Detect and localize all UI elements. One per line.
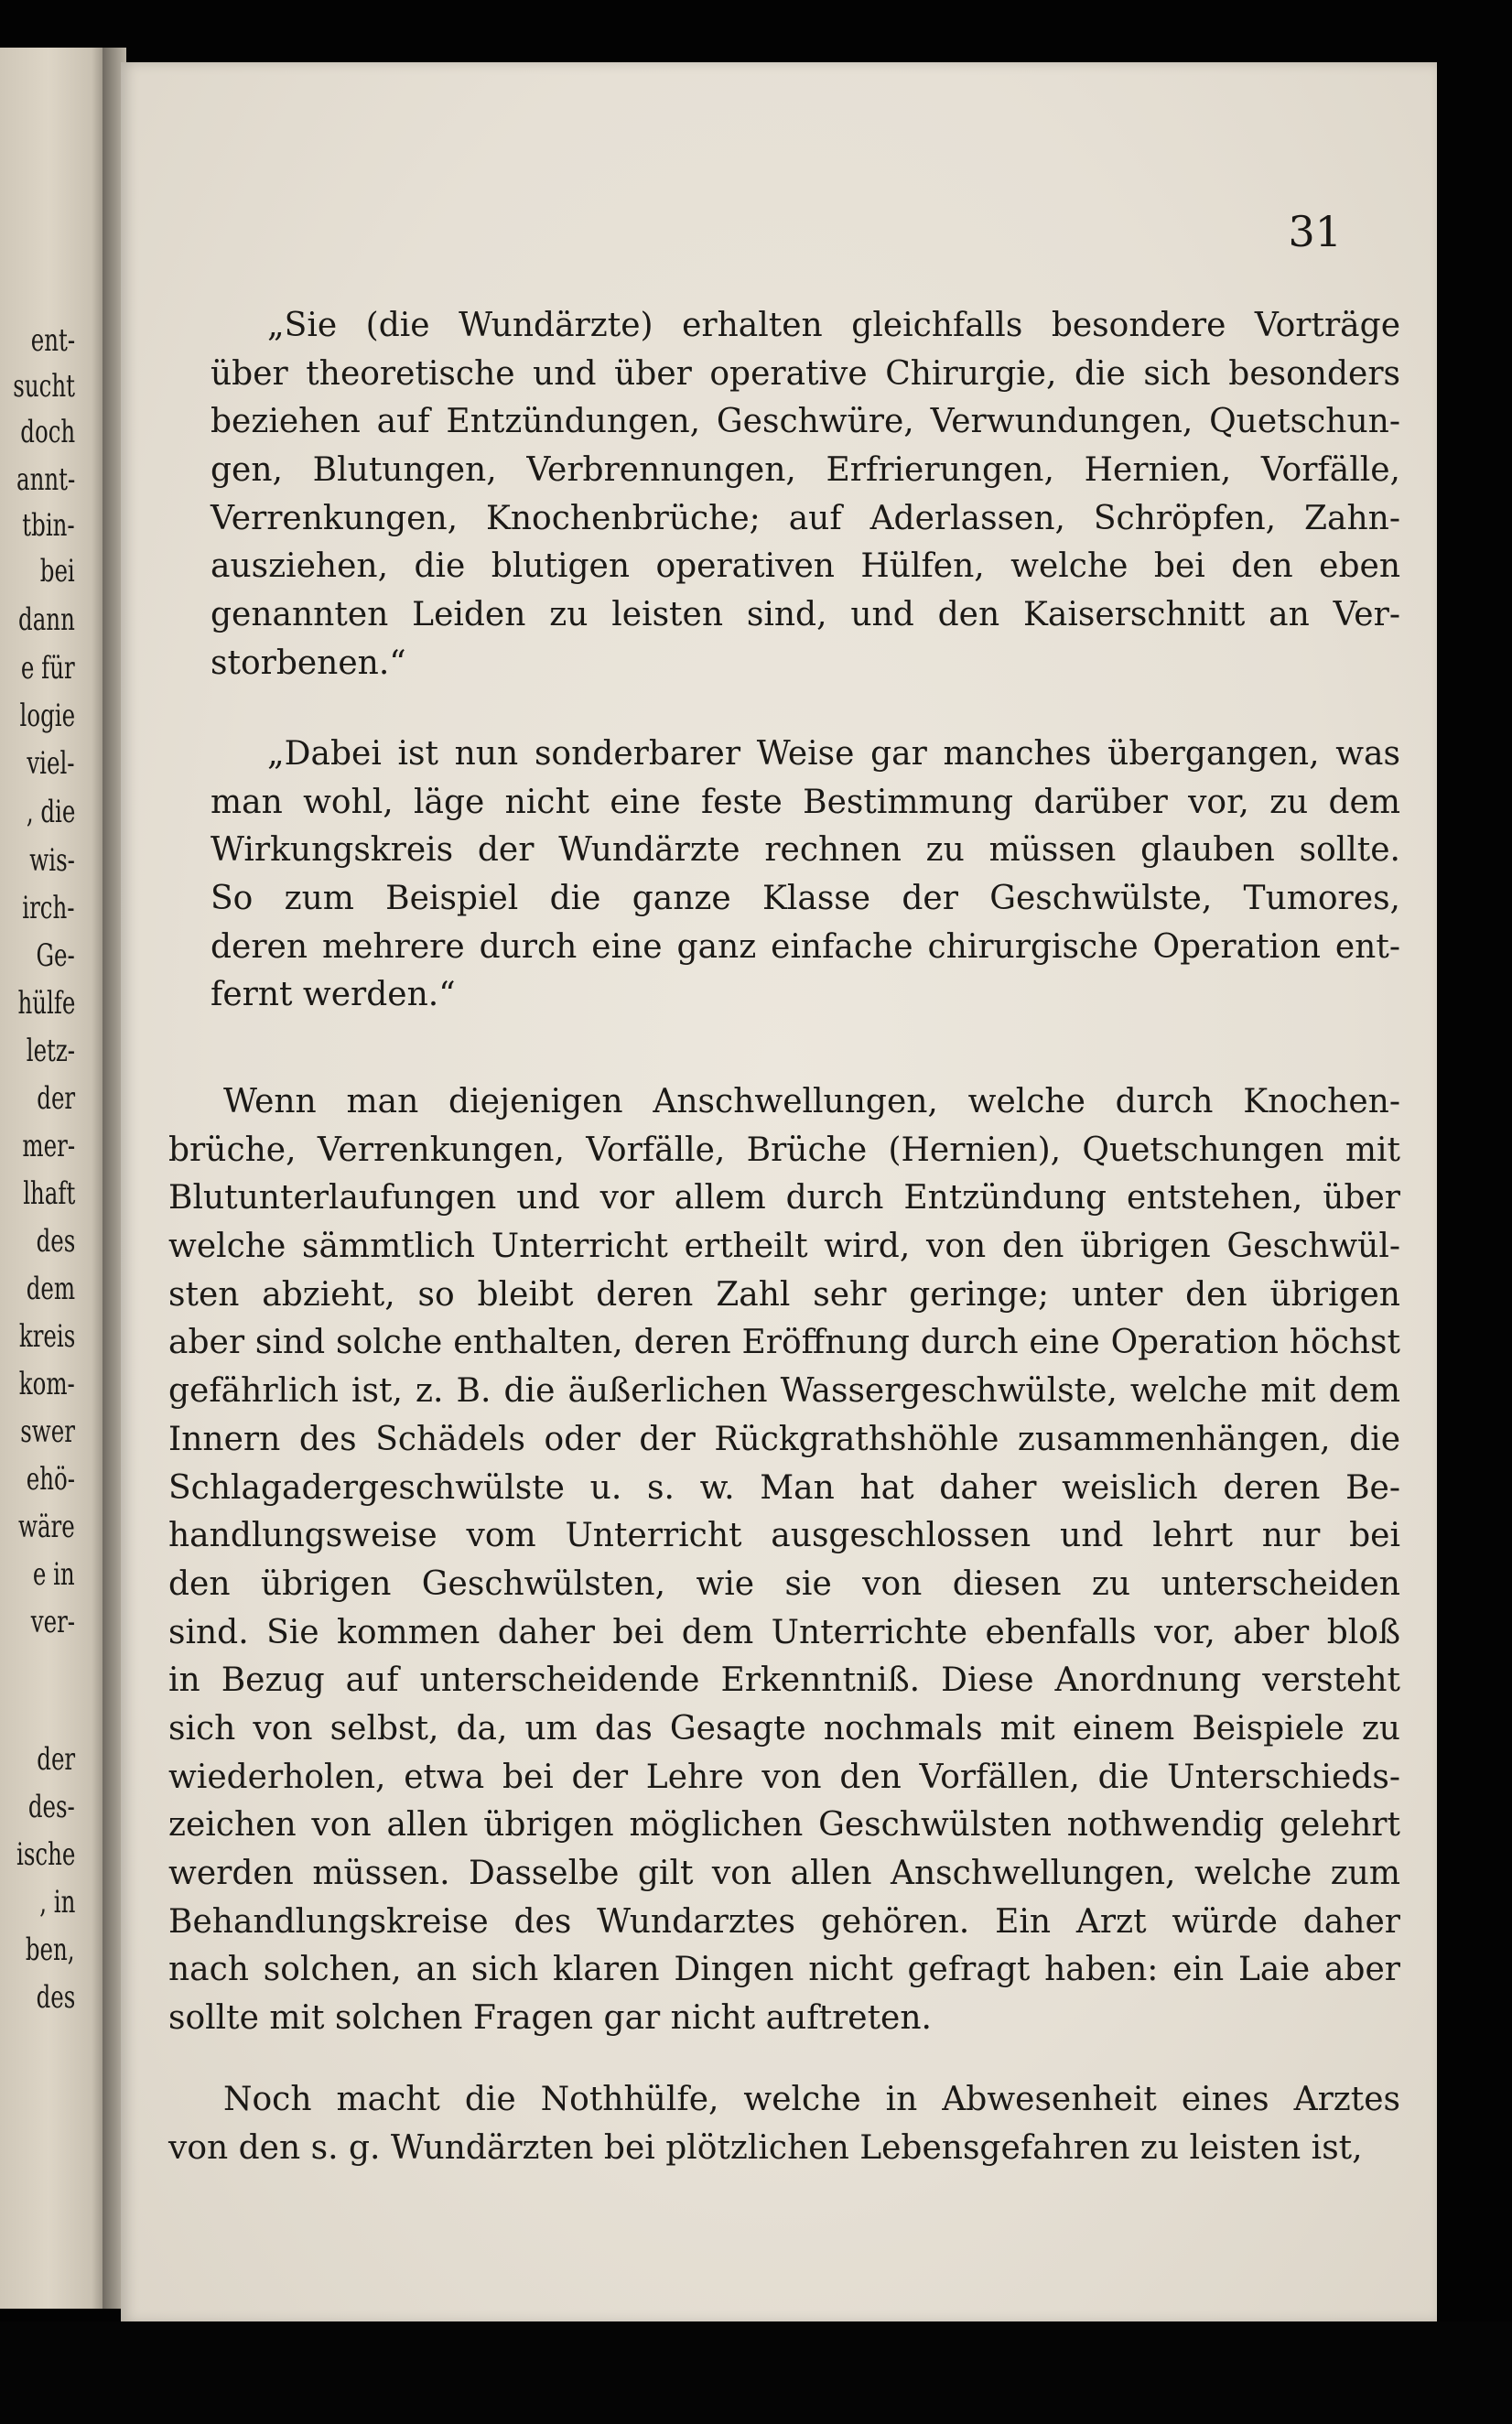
body-paragraph-2	[168, 2076, 1400, 2172]
left-page-fragment: , die	[26, 794, 75, 830]
left-page-fragment: irch-	[22, 890, 75, 926]
left-page-fragment: annt-	[16, 461, 75, 498]
text-line: „Sie (die Wundärzte) erhalten gleichfalls besondere Vorträge	[267, 307, 1400, 344]
left-page-fragment: bei	[40, 553, 75, 590]
left-page-fragment: wäre	[18, 1509, 75, 1545]
left-page-fragment: doch	[20, 414, 75, 450]
left-page-fragment: ent-	[30, 322, 75, 359]
text-line: Noch macht die Nothhülfe, welche in Abwesenheit eines Arztes	[223, 2081, 1400, 2118]
text-line: brüche, Verrenkungen, Vorfälle, Brüche (Hernien), Quetschungen mit	[168, 1131, 1400, 1169]
left-facing-page	[0, 48, 108, 2309]
left-page-fragment: kreis	[18, 1318, 75, 1355]
quote-paragraph-1	[211, 302, 1400, 688]
text-line: Blutunterlaufungen und vor allem durch Entzündung entstehen, über	[168, 1179, 1400, 1217]
text-line: welche sämmtlich Unterricht ertheilt wird, von den übrigen Geschwül-	[168, 1228, 1400, 1266]
scan-bottom-edge	[0, 2321, 1512, 2424]
text-line: gefährlich ist, z. B. die äußerlichen Wassergeschwülste, welche mit dem	[168, 1372, 1400, 1411]
left-page-fragment: , in	[38, 1884, 75, 1921]
text-line: Schlagadergeschwülste u. s. w. Man hat daher weislich deren Be-	[168, 1468, 1400, 1507]
text-line: von den s. g. Wundärzten bei plötzlichen Lebensgefahren zu leisten ist,	[168, 2128, 1363, 2167]
left-page-fragment: Ge-	[36, 937, 75, 974]
text-line: sind. Sie kommen daher bei dem Unterrichte ebenfalls vor, aber bloß	[168, 1613, 1400, 1651]
text-line: sten abzieht, so bleibt deren Zahl sehr geringe; unter den übrigen	[168, 1275, 1400, 1314]
left-page-fragment: ehö-	[26, 1461, 75, 1498]
text-line: genannten Leiden zu leisten sind, und den Kaiserschnitt an Ver-	[211, 596, 1400, 634]
text-line: storbenen.“	[211, 644, 406, 682]
text-line: Verrenkungen, Knochenbrüche; auf Aderlassen, Schröpfen, Zahn-	[211, 499, 1400, 537]
text-line: „Dabei ist nun sonderbarer Weise gar manches übergangen, was	[267, 735, 1400, 773]
left-page-fragment: logie	[19, 698, 75, 734]
left-page-fragment: tbin-	[22, 507, 75, 544]
text-line: zeichen von allen übrigen möglichen Geschwülsten nothwendig gelehrt	[168, 1806, 1400, 1845]
left-page-fragment: dann	[18, 601, 75, 638]
text-line: den übrigen Geschwülsten, wie sie von diesen zu unterscheiden	[168, 1564, 1400, 1603]
text-line: sich von selbst, da, um das Gesagte nochmals mit einem Beispiele zu	[168, 1709, 1400, 1748]
left-page-fragment: ische	[16, 1836, 75, 1873]
text-line: ausziehen, die blutigen operativen Hülfen, welche bei den eben	[211, 547, 1400, 586]
text-line: in Bezug auf unterscheidende Erkenntniß. Diese Anordnung versteht	[168, 1661, 1400, 1700]
left-page-fragment: wis-	[29, 842, 75, 879]
left-page-fragments	[0, 48, 108, 2309]
left-page-fragment: viel-	[27, 745, 75, 782]
text-line: fernt werden.“	[211, 976, 456, 1014]
left-page-fragment: ver-	[30, 1604, 75, 1640]
text-line: beziehen auf Entzündungen, Geschwüre, Verwundungen, Quetschun-	[211, 403, 1400, 441]
left-page-fragment: swer	[20, 1413, 75, 1450]
left-page-fragment: des	[36, 1223, 75, 1260]
text-line: man wohl, läge nicht eine feste Bestimmung darüber vor, zu dem	[211, 783, 1400, 821]
text-line: nach solchen, an sich klaren Dingen nicht gefragt haben: ein Laie aber	[168, 1951, 1400, 1989]
left-page-fragment: e in	[33, 1556, 75, 1593]
left-page-fragment: ben,	[26, 1932, 75, 1968]
quote-paragraph-2	[211, 730, 1400, 1020]
text-line: Innern des Schädels oder der Rückgrathshöhle zusammenhängen, die	[168, 1420, 1400, 1458]
text-line: wiederholen, etwa bei der Lehre von den Vorfällen, die Unterschieds-	[168, 1758, 1400, 1796]
page-number: 31	[1288, 207, 1342, 256]
body-paragraph-1	[168, 1078, 1400, 2043]
text-line: So zum Beispiel die ganze Klasse der Geschwülste, Tumores,	[211, 880, 1400, 918]
left-page-fragment: der	[37, 1741, 75, 1778]
text-line: sollte mit solchen Fragen gar nicht auftreten.	[168, 1999, 932, 2038]
text-line: Wirkungskreis der Wundärzte rechnen zu müssen glauben sollte.	[211, 831, 1400, 870]
left-page-fragment: letz-	[26, 1033, 75, 1069]
left-page-fragment: kom-	[18, 1366, 75, 1402]
left-page-fragment: e für	[21, 650, 75, 687]
left-page-fragment: mer-	[22, 1128, 75, 1164]
left-page-fragment: hülfe	[17, 985, 75, 1022]
text-line: werden müssen. Dasselbe gilt von allen Anschwellungen, welche zum	[168, 1855, 1400, 1892]
page	[121, 62, 1437, 2323]
text-line: aber sind solche enthalten, deren Eröffnung durch eine Operation höchst	[168, 1324, 1400, 1362]
left-page-fragment: sucht	[13, 368, 75, 405]
text-line: gen, Blutungen, Verbrennungen, Erfrierungen, Hernien, Vorfälle,	[211, 451, 1400, 490]
text-line: Behandlungskreise des Wundarztes gehören. Ein Arzt würde daher	[168, 1902, 1400, 1941]
text-line: deren mehrere durch eine ganz einfache chirurgische Operation ent-	[211, 927, 1400, 966]
left-page-fragment: des-	[28, 1789, 75, 1825]
left-page-fragment: lhaft	[22, 1175, 75, 1212]
left-page-fragment: der	[37, 1080, 75, 1117]
text-line: handlungsweise vom Unterricht ausgeschlossen und lehrt nur bei	[168, 1517, 1400, 1555]
text-line: Wenn man diejenigen Anschwellungen, welche durch Knochen-	[223, 1083, 1400, 1120]
left-page-fragment: des	[36, 1979, 75, 2016]
left-page-fragment: dem	[26, 1271, 75, 1307]
text-line: über theoretische und über operative Chirurgie, die sich besonders	[211, 354, 1400, 393]
